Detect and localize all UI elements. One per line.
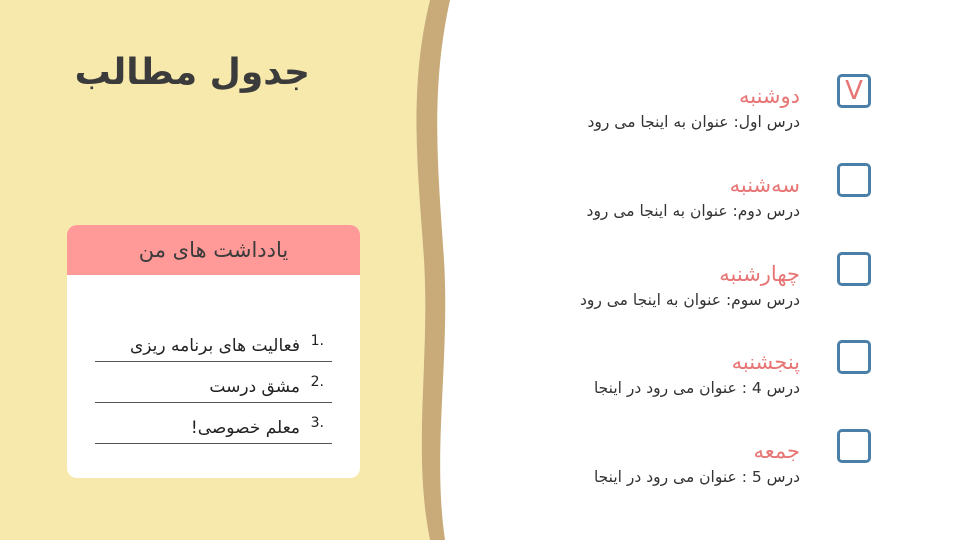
- note-number: 3.: [310, 415, 324, 431]
- note-text: فعالیت های برنامه ریزی: [129, 336, 300, 356]
- schedule-row-monday: [480, 83, 800, 133]
- day-checkbox-friday[interactable]: [837, 429, 871, 463]
- day-checkbox-monday[interactable]: [837, 74, 871, 108]
- note-number: 2.: [310, 374, 324, 390]
- day-name: پنجشنبه: [731, 350, 800, 374]
- lesson-title: درس 5 : عنوان می رود در اینجا: [593, 468, 800, 486]
- lesson-title: درس 4 : عنوان می رود در اینجا: [593, 379, 800, 397]
- note-number: 1.: [310, 333, 324, 349]
- note-item: [95, 405, 332, 444]
- day-name: دوشنبه: [738, 84, 800, 108]
- notes-card: [67, 225, 360, 478]
- lesson-title: درس دوم: عنوان به اینجا می رود: [586, 202, 800, 220]
- page-title: جدول مطالب: [74, 52, 310, 93]
- note-text: مشق درست: [209, 377, 300, 397]
- day-checkbox-wednesday[interactable]: [837, 252, 871, 286]
- schedule-row-thursday: [480, 349, 800, 399]
- lesson-title: درس سوم: عنوان به اینجا می رود: [579, 291, 800, 309]
- schedule-row-tuesday: [480, 172, 800, 222]
- check-mark-icon: V: [845, 76, 863, 106]
- note-item: [95, 323, 332, 362]
- day-checkbox-tuesday[interactable]: [837, 163, 871, 197]
- lesson-title: درس اول: عنوان به اینجا می رود: [587, 113, 800, 131]
- note-text: معلم خصوصی!: [190, 418, 300, 438]
- day-name: جمعه: [753, 439, 800, 463]
- day-checkbox-thursday[interactable]: [837, 340, 871, 374]
- schedule-row-wednesday: [480, 261, 800, 311]
- notes-header: یادداشت های من: [67, 225, 360, 275]
- day-name: سه‌شنبه: [729, 173, 800, 197]
- schedule-row-friday: [480, 438, 800, 488]
- note-item: [95, 364, 332, 403]
- day-name: چهارشنبه: [719, 262, 800, 286]
